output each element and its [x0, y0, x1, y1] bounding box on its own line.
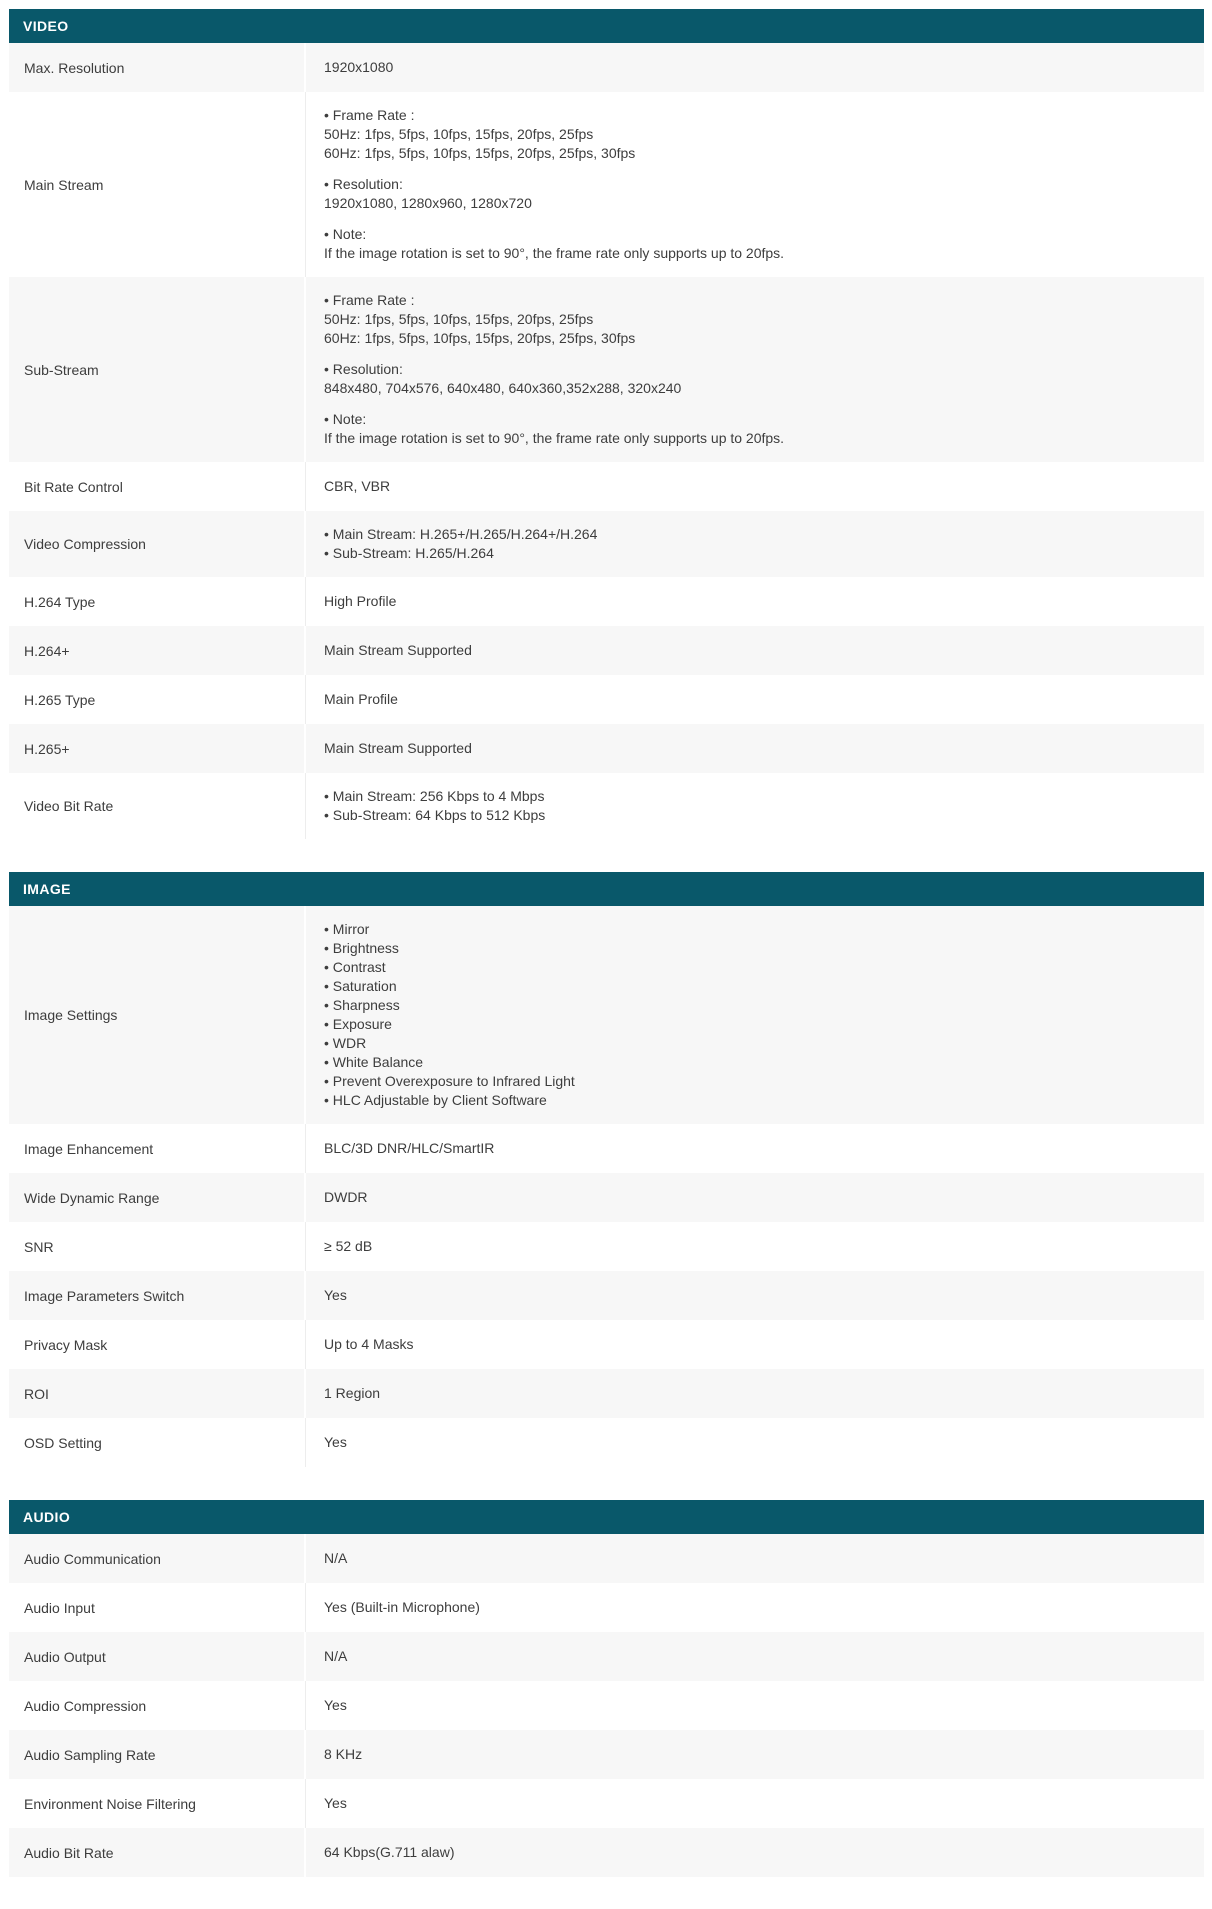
table-row [9, 1173, 1204, 1222]
spec-label [9, 462, 306, 511]
spec-label [9, 277, 306, 462]
table-row [9, 1369, 1204, 1418]
spec-label [9, 906, 306, 1124]
spec-label [9, 1583, 306, 1632]
spec-label [9, 1124, 306, 1173]
spec-label [9, 1369, 306, 1418]
spec-value: • Frame Rate : 50Hz: 1fps, 5fps, 10fps, 15fps, 20fps, 25fps 60Hz: 1fps, 5fps, 10fps, 15fps, 20fps, 25fps, 30fps • Resolution: 1920x1080, 1280x960, 1280x720 • Note: If the image rotation is set to 90°, the frame rate only supports up to 20fps. [324, 107, 785, 261]
spec-label-text: Sub-Stream [24, 361, 99, 378]
spec-label [9, 724, 306, 773]
spec-label-text: Max. Resolution [24, 59, 125, 76]
table-row [9, 675, 1204, 724]
spec-value: Main Stream Supported [324, 642, 472, 658]
spec-label [9, 773, 306, 839]
table-row [9, 1632, 1204, 1681]
spec-label [9, 1681, 306, 1730]
spec-value: 1920x1080 [324, 59, 394, 75]
table-row [9, 1730, 1204, 1779]
table-row [9, 92, 1204, 277]
spec-label [9, 675, 306, 724]
section-image [9, 872, 1204, 1467]
section-rows [9, 906, 1204, 1467]
spec-value: BLC/3D DNR/HLC/SmartIR [324, 1140, 495, 1156]
spec-value: Yes [324, 1287, 347, 1303]
spec-label-text: Audio Sampling Rate [24, 1746, 156, 1763]
spec-label-text: H.265 Type [24, 691, 96, 708]
section-header-video [9, 9, 1204, 43]
spec-label [9, 1779, 306, 1828]
spec-label-text: Main Stream [24, 176, 104, 193]
spec-label-text: Video Compression [24, 536, 146, 552]
spec-label-text: Privacy Mask [24, 1336, 108, 1353]
table-row [9, 1320, 1204, 1369]
spec-label-text: Audio Bit Rate [24, 1844, 114, 1861]
spec-label-text: ROI [24, 1385, 49, 1402]
table-row [9, 511, 1204, 577]
table-row [9, 1583, 1204, 1632]
spec-label-text: H.265+ [24, 740, 70, 757]
section-header-image [9, 872, 1204, 906]
spec-label-text: H.264+ [24, 642, 70, 659]
spec-label-text: Audio Communication [24, 1550, 161, 1567]
spec-value: Yes [324, 1795, 347, 1811]
spec-label-text: Video Bit Rate [24, 798, 114, 814]
spec-value: 64 Kbps(G.711 alaw) [324, 1844, 455, 1860]
spec-value: • Main Stream: H.265+/H.265/H.264+/H.264 • Sub-Stream: H.265/H.264 [324, 526, 598, 561]
spec-label-text: Wide Dynamic Range [24, 1189, 160, 1206]
spec-value: Main Stream Supported [324, 740, 472, 756]
section-audio [9, 1500, 1204, 1877]
table-row [9, 1681, 1204, 1730]
spec-label [9, 1418, 306, 1467]
spec-label-text: H.264 Type [24, 593, 96, 610]
spec-label-text: Image Enhancement [24, 1140, 154, 1157]
spec-label [9, 1534, 306, 1583]
spec-label-text: Image Settings [24, 1007, 118, 1023]
spec-label [9, 92, 306, 277]
spec-value: High Profile [324, 593, 397, 609]
spec-value: Main Profile [324, 691, 398, 707]
section-rows [9, 1534, 1204, 1877]
spec-label [9, 43, 306, 92]
spec-value: DWDR [324, 1189, 368, 1205]
spec-value: 8 KHz [324, 1746, 363, 1762]
table-row [9, 1222, 1204, 1271]
spec-label-text: Audio Output [24, 1648, 106, 1665]
spec-value: ≥ 52 dB [324, 1238, 373, 1254]
spec-value: Up to 4 Masks [324, 1336, 414, 1352]
spec-label [9, 1730, 306, 1779]
spec-label [9, 1632, 306, 1681]
spec-label [9, 1271, 306, 1320]
section-video [9, 9, 1204, 839]
table-row [9, 462, 1204, 511]
table-row [9, 1779, 1204, 1828]
table-row [9, 1124, 1204, 1173]
spec-label-text: Audio Compression [24, 1697, 147, 1714]
table-row [9, 1828, 1204, 1877]
table-row [9, 626, 1204, 675]
spec-label [9, 577, 306, 626]
spec-label [9, 511, 306, 577]
spec-label-text: SNR [24, 1238, 54, 1255]
table-row [9, 1271, 1204, 1320]
spec-value: N/A [324, 1550, 348, 1566]
section-rows [9, 43, 1204, 839]
spec-label-text: OSD Setting [24, 1434, 102, 1451]
spec-label-text: Bit Rate Control [24, 478, 123, 495]
spec-label [9, 1222, 306, 1271]
spec-label [9, 626, 306, 675]
spec-value: Yes [324, 1434, 347, 1450]
table-row [9, 577, 1204, 626]
section-title: AUDIO [23, 1509, 71, 1525]
spec-label-text: Environment Noise Filtering [24, 1795, 196, 1812]
spec-value: Yes [324, 1697, 347, 1713]
spec-label [9, 1320, 306, 1369]
section-title: IMAGE [23, 881, 71, 897]
spec-value: • Main Stream: 256 Kbps to 4 Mbps • Sub-Stream: 64 Kbps to 512 Kbps [324, 788, 546, 823]
table-row [9, 773, 1204, 839]
table-row [9, 1418, 1204, 1467]
spec-value: • Frame Rate : 50Hz: 1fps, 5fps, 10fps, 15fps, 20fps, 25fps 60Hz: 1fps, 5fps, 10fps, 15fps, 20fps, 25fps, 30fps • Resolution: 848x480, 704x576, 640x480, 640x360,352x288, 320x240 • Note: If the image rotation is set to 90°, the frame rate only supports up to 20fps. [324, 292, 785, 446]
spec-label [9, 1828, 306, 1877]
spec-value: • Mirror • Brightness • Contrast • Saturation • Sharpness • Exposure • WDR • White Balance • Prevent Overexposure to Infrared Light • HLC Adjustable by Client Software [324, 921, 575, 1108]
spec-label-text: Image Parameters Switch [24, 1287, 185, 1304]
spec-label [9, 1173, 306, 1222]
spec-value: N/A [324, 1648, 348, 1664]
table-row [9, 277, 1204, 462]
spec-value: Yes (Built-in Microphone) [324, 1599, 480, 1615]
table-row [9, 1534, 1204, 1583]
table-row [9, 724, 1204, 773]
table-row [9, 906, 1204, 1124]
spec-label-text: Audio Input [24, 1599, 95, 1616]
section-title: VIDEO [23, 18, 69, 34]
spec-value: CBR, VBR [324, 478, 391, 494]
table-row [9, 43, 1204, 92]
section-header-audio [9, 1500, 1204, 1534]
spec-value: 1 Region [324, 1385, 381, 1401]
